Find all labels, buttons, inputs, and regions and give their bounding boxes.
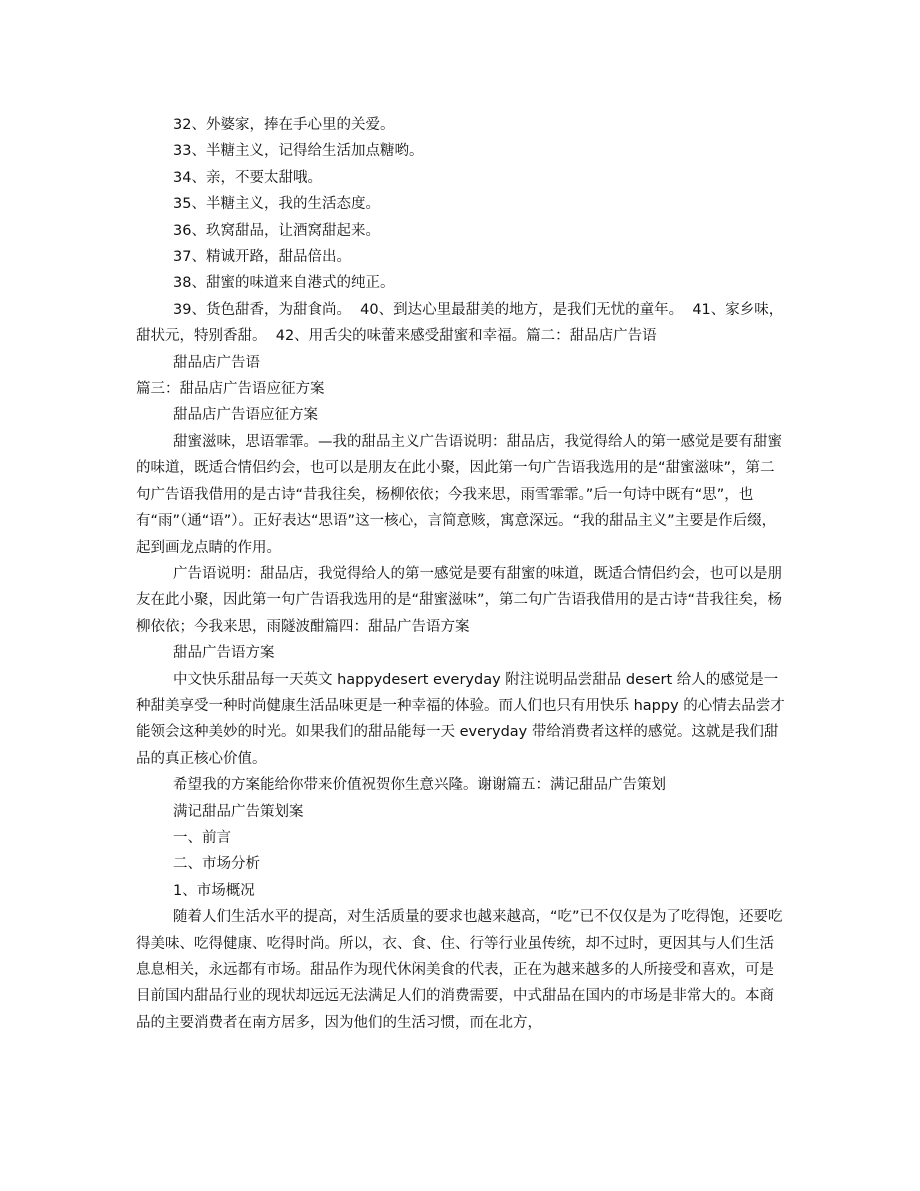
paragraph: 甜品店广告语: [173, 354, 260, 371]
paragraph: 32、外婆家，捧在手心里的关爱。: [173, 117, 395, 133]
paragraph: 一、前言: [173, 829, 231, 846]
paragraph: 38、甜蜜的味道来自港式的纯正。: [173, 275, 395, 292]
paragraph: 篇三：甜品店广告语应征方案: [136, 381, 325, 398]
paragraph: 中文快乐甜品每一天英文 happydesert everyday 附注说明品尝甜品 desert 给人的感觉是一种甜美享受一种时尚健康生活品味更是一种幸福的体验。而人们也只有用快乐 happy 的心情去品尝才能领会这种美妙的时光。如果我们的甜品能每一天 everyday 带给消费者这样的感觉。这就是我们甜品的真正核心价值。: [136, 671, 785, 767]
paragraph: 34、亲，不要太甜哦。: [173, 169, 322, 186]
paragraph: 33、半糖主义，记得给生活加点糖哟。: [173, 143, 424, 160]
paragraph: 甜品广告语方案: [173, 645, 275, 662]
paragraph: 37、精诚开路，甜品倍出。: [173, 249, 351, 266]
paragraph: 甜蜜滋味，思语霏霏。—我的甜品主义广告语说明：甜品店，我觉得给人的第一感觉是要有甜蜜的味道，既适合情侣约会，也可以是朋友在此小聚，因此第一句广告语我选用的是“甜蜜滋味”，第二句广告语我借用的是古诗“昔我往矣，杨柳依依；今我来思，雨雪霏霏。”后一句诗中既有“思”，也有“雨”（通“语”）。正好表达“思语”这一核心，言简意赅，寓意深远。“我的甜品主义”主要是作后缀，起到画龙点睛的作用。: [136, 433, 782, 556]
paragraph: 二、市场分析: [173, 856, 260, 873]
paragraph: 甜品店广告语应征方案: [173, 407, 318, 424]
paragraph: 希望我的方案能给你带来价值祝贺你生意兴隆。谢谢篇五：满记甜品广告策划: [173, 777, 666, 794]
paragraph: 满记甜品广告策划案: [173, 803, 304, 820]
paragraph: 随着人们生活水平的提高，对生活质量的要求也越来越高，“吃”已不仅仅是为了吃得饱，还要吃得美味、吃得健康、吃得时尚。所以，衣、食、住、行等行业虽传统，却不过时，更因其与人们生活息息相关，永远都有市场。甜品作为现代休闲美食的代表，正在为越来越多的人所接受和喜欢，可是目前国内甜品行业的现状却远远无法满足人们的消费需要，中式甜品在国内的市场是非常大的。本商品的主要消费者在南方居多，因为他们的生活习惯，而在北方，: [136, 909, 783, 1031]
paragraph: 35、半糖主义，我的生活态度。: [173, 196, 380, 213]
paragraph: 39、货色甜香，为甜食尚。 40、到达心里最甜美的地方，是我们无忧的童年。 41、家乡味，甜状元，特别香甜。 42、用舌尖的味蕾来感受甜蜜和幸福。篇二：甜品店广告语: [136, 301, 784, 345]
paragraph: 1、市场概况: [173, 882, 255, 899]
paragraph: 广告语说明：甜品店，我觉得给人的第一感觉是要有甜蜜的味道，既适合情侣约会，也可以是朋友在此小聚，因此第一句广告语我选用的是“甜蜜滋味”，第二句广告语我借用的是古诗“昔我往矣，杨柳依依；今我来思，雨隧波酣篇四：甜品广告语方案: [136, 565, 783, 635]
paragraph: 36、玖窝甜品，让酒窝甜起来。: [173, 222, 380, 239]
document-body: [136, 112, 786, 1036]
